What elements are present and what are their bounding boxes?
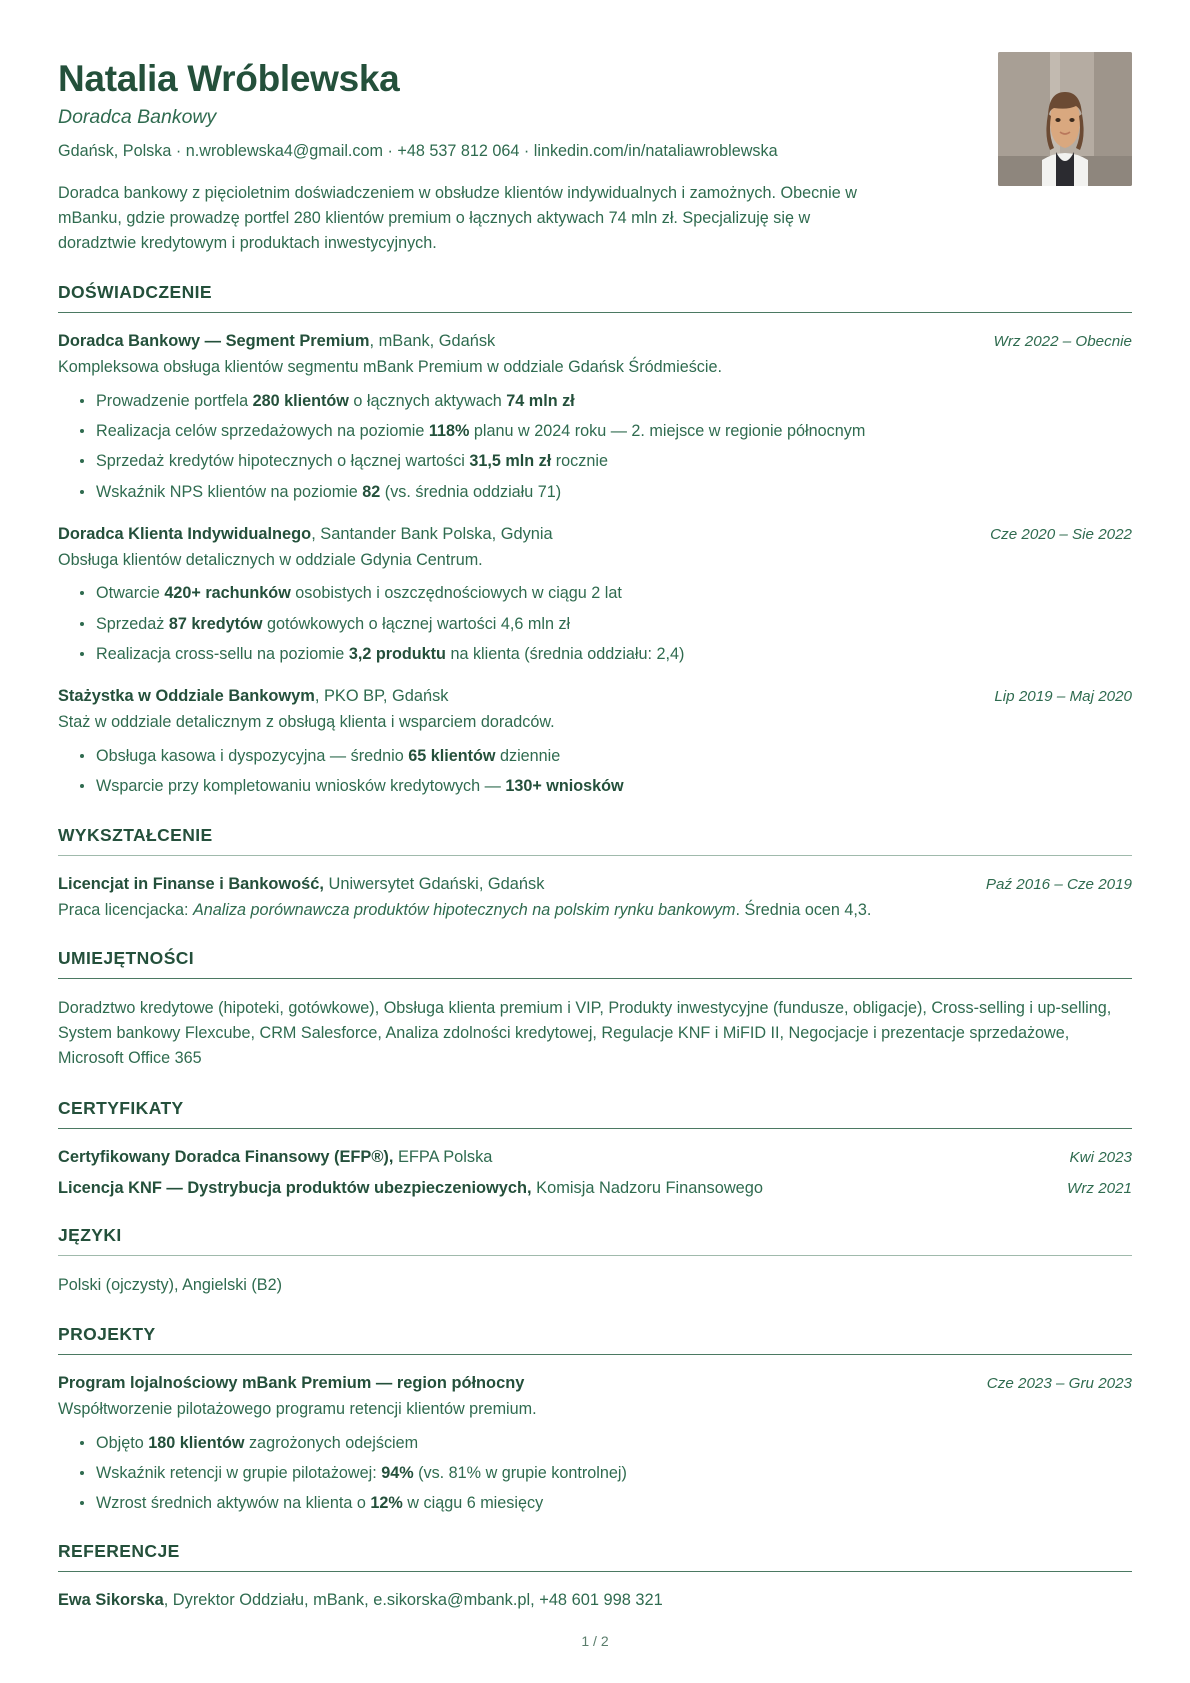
- project-description: Współtworzenie pilotażowego programu retencji klientów premium.: [58, 1400, 537, 1419]
- section-projects: [58, 1324, 1132, 1516]
- job-bullet: Realizacja cross-sellu na poziomie 3,2 produktu na klienta (średnia oddziału: 2,4): [96, 642, 1132, 666]
- job-role: Doradca Bankowy — Segment Premium: [58, 332, 370, 351]
- job-company: , Santander Bank Polska, Gdynia: [311, 524, 553, 543]
- certificate-name: Licencja KNF — Dystrybucja produktów ubezpieczeniowych,: [58, 1178, 532, 1197]
- section-divider: [58, 1128, 1132, 1129]
- section-title-experience: DOŚWIADCZENIE: [58, 282, 212, 303]
- job-bullet-list: [58, 744, 1132, 799]
- resume-header: [58, 52, 1132, 256]
- section-languages: [58, 1225, 1132, 1298]
- certificate-row: [58, 1146, 1132, 1168]
- project-entry: [58, 1372, 1132, 1516]
- section-education: [58, 825, 1132, 923]
- project-name: Program lojalnościowy mBank Premium — region północny: [58, 1373, 525, 1392]
- section-title-languages: JĘZYKI: [58, 1224, 122, 1245]
- job-bullet: Sprzedaż 87 kredytów gotówkowych o łącznej wartości 4,6 mln zł: [96, 612, 1132, 636]
- section-divider: [58, 1571, 1132, 1572]
- section-experience: [58, 282, 1132, 799]
- certificate-line: [58, 1146, 492, 1168]
- certificate-date: Wrz 2021: [1067, 1179, 1132, 1197]
- section-divider: [58, 1354, 1132, 1355]
- experience-entry: [58, 523, 1132, 667]
- job-description: Staż w oddziale detalicznym z obsługą klienta i wsparciem doradców.: [58, 713, 555, 732]
- degree-name: Licencjat in Finanse i Bankowość,: [58, 874, 324, 893]
- section-divider: [58, 978, 1132, 979]
- candidate-name: Natalia Wróblewska: [58, 58, 400, 99]
- skills-text: Doradztwo kredytowe (hipoteki, gotówkowe), Obsługa klienta premium i VIP, Produkty inwestycyjne (fundusze, obligacje), Cross-selling i up-selling, System bankowy Flexcube, CRM Salesforce, Analiza zdolności kredytowej, Regulacje KNF i MiFID II, Negocjacje i prezentacje sprzedażowe, Microsoft Office 365: [58, 999, 1112, 1068]
- reference-line: [58, 1589, 1132, 1611]
- job-date-range: Lip 2019 – Maj 2020: [994, 688, 1132, 706]
- project-bullet: Wskaźnik retencji w grupie pilotażowej: 94% (vs. 81% w grupie kontrolnej): [96, 1461, 1132, 1485]
- project-bullet: Objęto 180 klientów zagrożonych odejściem: [96, 1431, 1132, 1455]
- experience-entry: [58, 685, 1132, 798]
- languages-text: Polski (ojczysty), Angielski (B2): [58, 1275, 282, 1294]
- job-bullet: Sprzedaż kredytów hipotecznych o łącznej wartości 31,5 mln zł rocznie: [96, 449, 1132, 473]
- job-bullet: Wskaźnik NPS klientów na poziomie 82 (vs. średnia oddziału 71): [96, 480, 1132, 504]
- certificate-line: [58, 1177, 763, 1199]
- education-date-range: Paź 2016 – Cze 2019: [985, 875, 1132, 893]
- job-role: Stażystka w Oddziale Bankowym: [58, 687, 315, 706]
- section-divider: [58, 312, 1132, 313]
- job-description: Kompleksowa obsługa klientów segmentu mBank Premium w oddziale Gdańsk Śródmieście.: [58, 358, 722, 377]
- section-references: [58, 1541, 1132, 1611]
- certificate-date: Kwi 2023: [1069, 1148, 1132, 1166]
- job-bullet-list: [58, 581, 1132, 666]
- job-bullet-list: [58, 389, 1132, 504]
- job-title-line: [58, 330, 495, 352]
- professional-summary: Doradca bankowy z pięcioletnim doświadczeniem w obsłudze klientów indywidualnych i zamożnych. Obecnie w mBanku, gdzie prowadzę portfel 280 klientów premium o łącznych aktywach 74 mln zł. Specjalizuję się w doradztwie kredytowym i produktach inwestycyjnych.: [58, 183, 857, 252]
- job-title-line: [58, 523, 553, 545]
- job-bullet: Obsługa kasowa i dyspozycyjna — średnio 65 klientów dziennie: [96, 744, 1132, 768]
- experience-entry: [58, 330, 1132, 504]
- job-bullet: Realizacja celów sprzedażowych na poziomie 118% planu w 2024 roku — 2. miejsce w regionie północnym: [96, 419, 1132, 443]
- section-skills: [58, 948, 1132, 1071]
- project-bullet-list: [58, 1431, 1132, 1516]
- profile-photo-illustration: [998, 52, 1132, 186]
- entry-header: [58, 685, 1132, 707]
- job-title-line: [58, 685, 449, 707]
- experience-entries: [58, 330, 1132, 799]
- job-date-range: Cze 2020 – Sie 2022: [990, 525, 1132, 543]
- section-title-certificates: CERTYFIKATY: [58, 1097, 184, 1118]
- job-bullet: Prowadzenie portfela 280 klientów o łącznych aktywach 74 mln zł: [96, 389, 1132, 413]
- reference-name: Ewa Sikorska: [58, 1591, 164, 1610]
- job-description: Obsługa klientów detalicznych w oddziale Gdynia Centrum.: [58, 550, 483, 569]
- section-divider: [58, 855, 1132, 856]
- certificate-issuer: Komisja Nadzoru Finansowego: [531, 1178, 764, 1197]
- section-certificates: [58, 1098, 1132, 1199]
- entry-header: [58, 523, 1132, 545]
- header-text-block: [58, 52, 974, 256]
- profile-photo: [998, 52, 1132, 186]
- section-title-references: REFERENCJE: [58, 1541, 180, 1562]
- degree-line: [58, 873, 544, 895]
- page-footer: 1 / 2: [581, 1633, 609, 1649]
- thesis-detail: Praca licencjacka: Analiza porównawcza produktów hipotecznych na polskim rynku bankowym. Średnia ocen 4,3.: [58, 900, 872, 919]
- section-title-skills: UMIEJĘTNOŚCI: [58, 948, 195, 969]
- school-name: Uniwersytet Gdański, Gdańsk: [323, 874, 545, 893]
- contact-line: Gdańsk, Polska · n.wroblewska4@gmail.com · +48 537 812 064 · linkedin.com/in/nataliawroblewska: [58, 141, 778, 160]
- job-date-range: Wrz 2022 – Obecnie: [993, 333, 1132, 351]
- job-company: , mBank, Gdańsk: [369, 332, 496, 351]
- certificate-row: [58, 1177, 1132, 1199]
- certificate-name: Certyfikowany Doradca Finansowy (EFP®),: [58, 1147, 394, 1166]
- entry-header: [58, 1372, 1132, 1394]
- section-title-education: WYKSZTAŁCENIE: [58, 824, 213, 845]
- job-company: , PKO BP, Gdańsk: [314, 687, 449, 706]
- job-role: Doradca Klienta Indywidualnego: [58, 524, 312, 543]
- job-bullet: Otwarcie 420+ rachunków osobistych i oszczędnościowych w ciągu 2 lat: [96, 581, 1132, 605]
- project-date-range: Cze 2023 – Gru 2023: [986, 1374, 1132, 1392]
- entry-header: [58, 873, 1132, 895]
- section-divider: [58, 1255, 1132, 1256]
- section-title-projects: PROJEKTY: [58, 1323, 156, 1344]
- job-bullet: Wsparcie przy kompletowaniu wniosków kredytowych — 130+ wniosków: [96, 774, 1132, 798]
- entry-header: [58, 330, 1132, 352]
- certificate-issuer: EFPA Polska: [393, 1147, 493, 1166]
- candidate-headline: Doradca Bankowy: [58, 106, 217, 129]
- education-entry: [58, 873, 1132, 923]
- project-bullet: Wzrost średnich aktywów na klienta o 12% w ciągu 6 miesięcy: [96, 1491, 1132, 1515]
- reference-detail: , Dyrektor Oddziału, mBank, e.sikorska@mbank.pl, +48 601 998 321: [163, 1591, 663, 1610]
- project-title-line: [58, 1372, 524, 1394]
